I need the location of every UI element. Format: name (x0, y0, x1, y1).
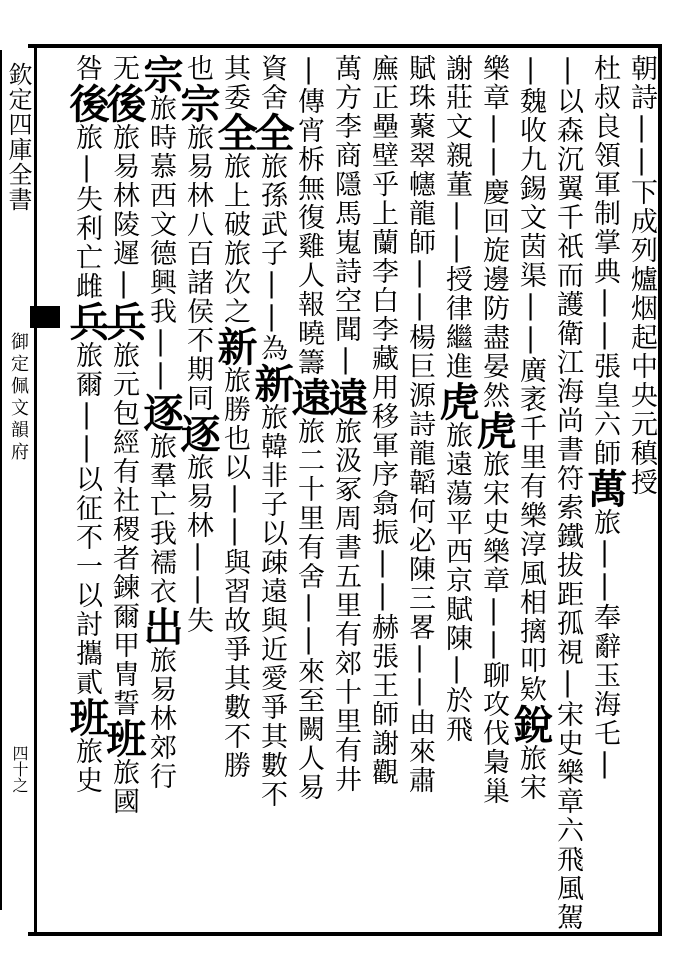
text-column (137, 54, 184, 791)
text-column (211, 54, 258, 780)
column-text: 旅時慕西文德興我|| (145, 94, 176, 392)
text-column (63, 54, 110, 795)
headword: 逐 (174, 413, 221, 453)
text-column (100, 54, 147, 816)
column-text: 旅汲冢周書五里有郊十里有井 (330, 417, 361, 794)
text-column (285, 54, 332, 802)
text-column (507, 54, 554, 802)
headword: 兵 (100, 301, 147, 341)
column-text: 旅遠蕩平西京賦陳|於飛 (441, 421, 472, 744)
column-text: 樂章||慶回旋邊防盡晏然 (478, 54, 509, 410)
headword: 全 (211, 112, 258, 152)
column-text: 旅宋史樂章||聊攻伐梟巢 (478, 450, 509, 806)
column-text: 旅爾||以征不一以討攜貳 (71, 341, 102, 697)
right-border (658, 44, 662, 936)
margin-page-number: 四十之 (10, 745, 29, 793)
column-text: 旅國 (108, 758, 139, 816)
text-column (581, 54, 628, 781)
column-text: 旅|失利亡雌 (71, 123, 102, 301)
text-column (402, 54, 436, 795)
column-text: 謝莊文親董||授律繼進 (441, 54, 472, 381)
text-column (365, 54, 399, 787)
headword: 後 (63, 83, 110, 123)
text-column (433, 54, 480, 744)
column-text: 杜叔良領軍制掌典||張皇六師 (589, 54, 620, 468)
column-text: 旅元包經有社稷者鍊爾甲冑誓 (108, 341, 139, 718)
column-text: |傳宵柝無復雞人報曉籌 (293, 54, 324, 377)
column-text: |魏收九錫文茵渠||廣袤千里有樂淳風相摛叩欵 (515, 54, 546, 704)
column-text: 旅宋 (515, 744, 546, 802)
margin-divider (34, 44, 37, 936)
margin-book-name: 御定佩文韻府 (8, 332, 29, 464)
text-column (248, 54, 295, 809)
headword: 銳 (507, 704, 554, 744)
column-text: 旅孫武子||為 (256, 152, 287, 363)
headword: 兵 (63, 301, 110, 341)
column-text: 朝詩||下成列爐烟起中央元稹授 (626, 54, 657, 497)
column-text: 旅易林陵遲| (108, 123, 139, 301)
top-border (28, 44, 660, 48)
column-text: 資舍 (256, 54, 287, 112)
text-column (322, 54, 369, 794)
column-text: 旅韓非子以疎遠與近愛爭其數不 (256, 403, 287, 809)
headword: 班 (100, 718, 147, 758)
column-text: 旅羣亡我襦衣 (145, 432, 176, 606)
headword: 虎 (470, 410, 517, 450)
column-text: 賦珠藂翠幰龍師||楊巨源詩龍韜何必陳三畧||由來肅 (404, 54, 435, 795)
headword: 新 (248, 363, 295, 403)
column-text: 萬方李商隱馬嵬詩空聞| (330, 54, 361, 377)
headword: 宗 (137, 54, 184, 94)
column-text: 其委 (219, 54, 250, 112)
column-text: 旅||奉辭玉海乇| (589, 508, 620, 781)
bottom-border (28, 932, 660, 936)
headword: 全 (248, 112, 295, 152)
column-text: 咎 (71, 54, 102, 83)
column-text: 旅易林||失 (182, 453, 213, 635)
text-column (550, 54, 584, 932)
headword: 後 (100, 83, 147, 123)
column-text: 旅易林郊行 (145, 646, 176, 791)
headword: 新 (211, 326, 258, 366)
headword: 萬 (581, 468, 628, 508)
column-text: |以森沉翼千祇而護衛江海尚書符索鐵拔距孤視|宋史樂章六飛風駕 (552, 54, 583, 932)
column-text: 旅易林八百諸侯不期同 (182, 123, 213, 413)
column-text: 廡正壘壁乎上蘭李白李藏用移軍序翕振||赫張王師謝觀 (367, 54, 398, 787)
column-text: 无 (108, 54, 139, 83)
headword: 虎 (433, 381, 480, 421)
text-column (174, 54, 221, 635)
headword: 遠 (285, 377, 332, 417)
column-text: 旅二十里有舍||來至闕人易 (293, 417, 324, 802)
headword: 宗 (174, 83, 221, 123)
margin-book-title: 欽定四庫全書 (4, 62, 32, 212)
headword: 出 (137, 606, 184, 646)
column-text: 旅上破旅次之 (219, 152, 250, 326)
column-text: 旅勝也以||與習故爭其數不勝 (219, 366, 250, 780)
text-column (624, 54, 658, 497)
text-column (470, 54, 517, 806)
margin-tab-mark (30, 306, 60, 328)
headword: 班 (63, 697, 110, 737)
headword: 逐 (137, 392, 184, 432)
headword: 遠 (322, 377, 369, 417)
column-text: 旅史 (71, 737, 102, 795)
column-text: 也 (182, 54, 213, 83)
